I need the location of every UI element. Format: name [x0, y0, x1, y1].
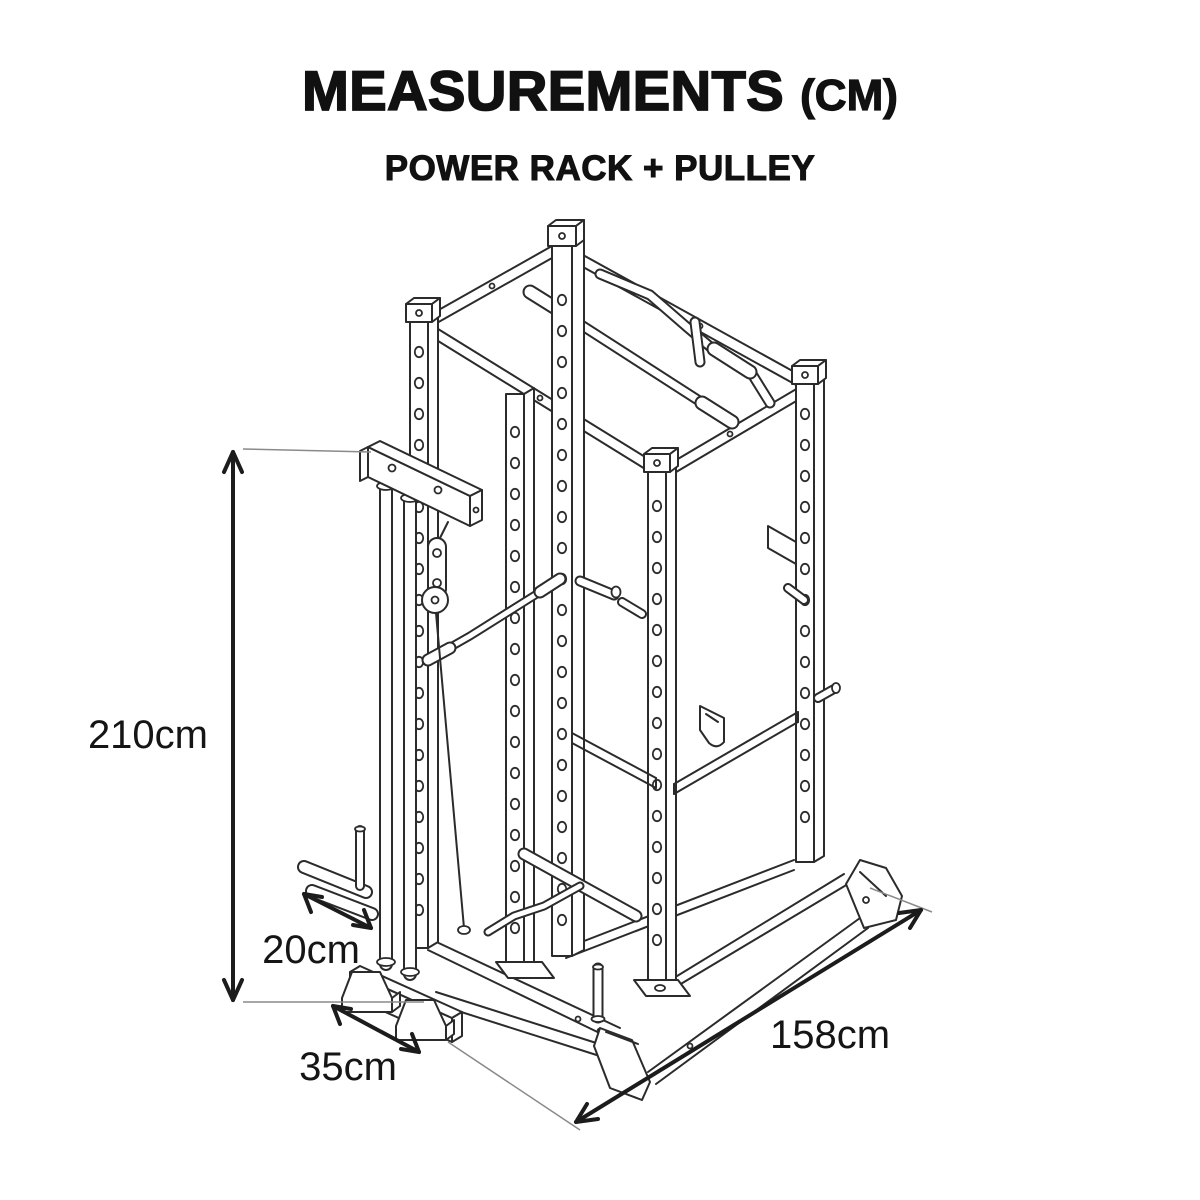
rack-attachments	[428, 526, 840, 1022]
height-leader-top	[243, 449, 371, 452]
base-depth-dimension-label: 35cm	[299, 1045, 397, 1089]
title-text: MEASUREMENTS	[302, 59, 785, 122]
length-leader-tail	[448, 1042, 580, 1130]
height-dimension-arrow	[224, 452, 242, 1000]
product-subtitle: POWER RACK + PULLEY	[384, 149, 816, 188]
post-hole-columns	[415, 295, 809, 945]
bar-holder-dimension-label: 20cm	[262, 928, 360, 972]
title-unit-text: (CM)	[800, 71, 898, 120]
cage-posts	[406, 220, 826, 996]
length-dimension-label: 158cm	[769, 1013, 891, 1057]
height-dimension-label: 210cm	[87, 713, 208, 757]
